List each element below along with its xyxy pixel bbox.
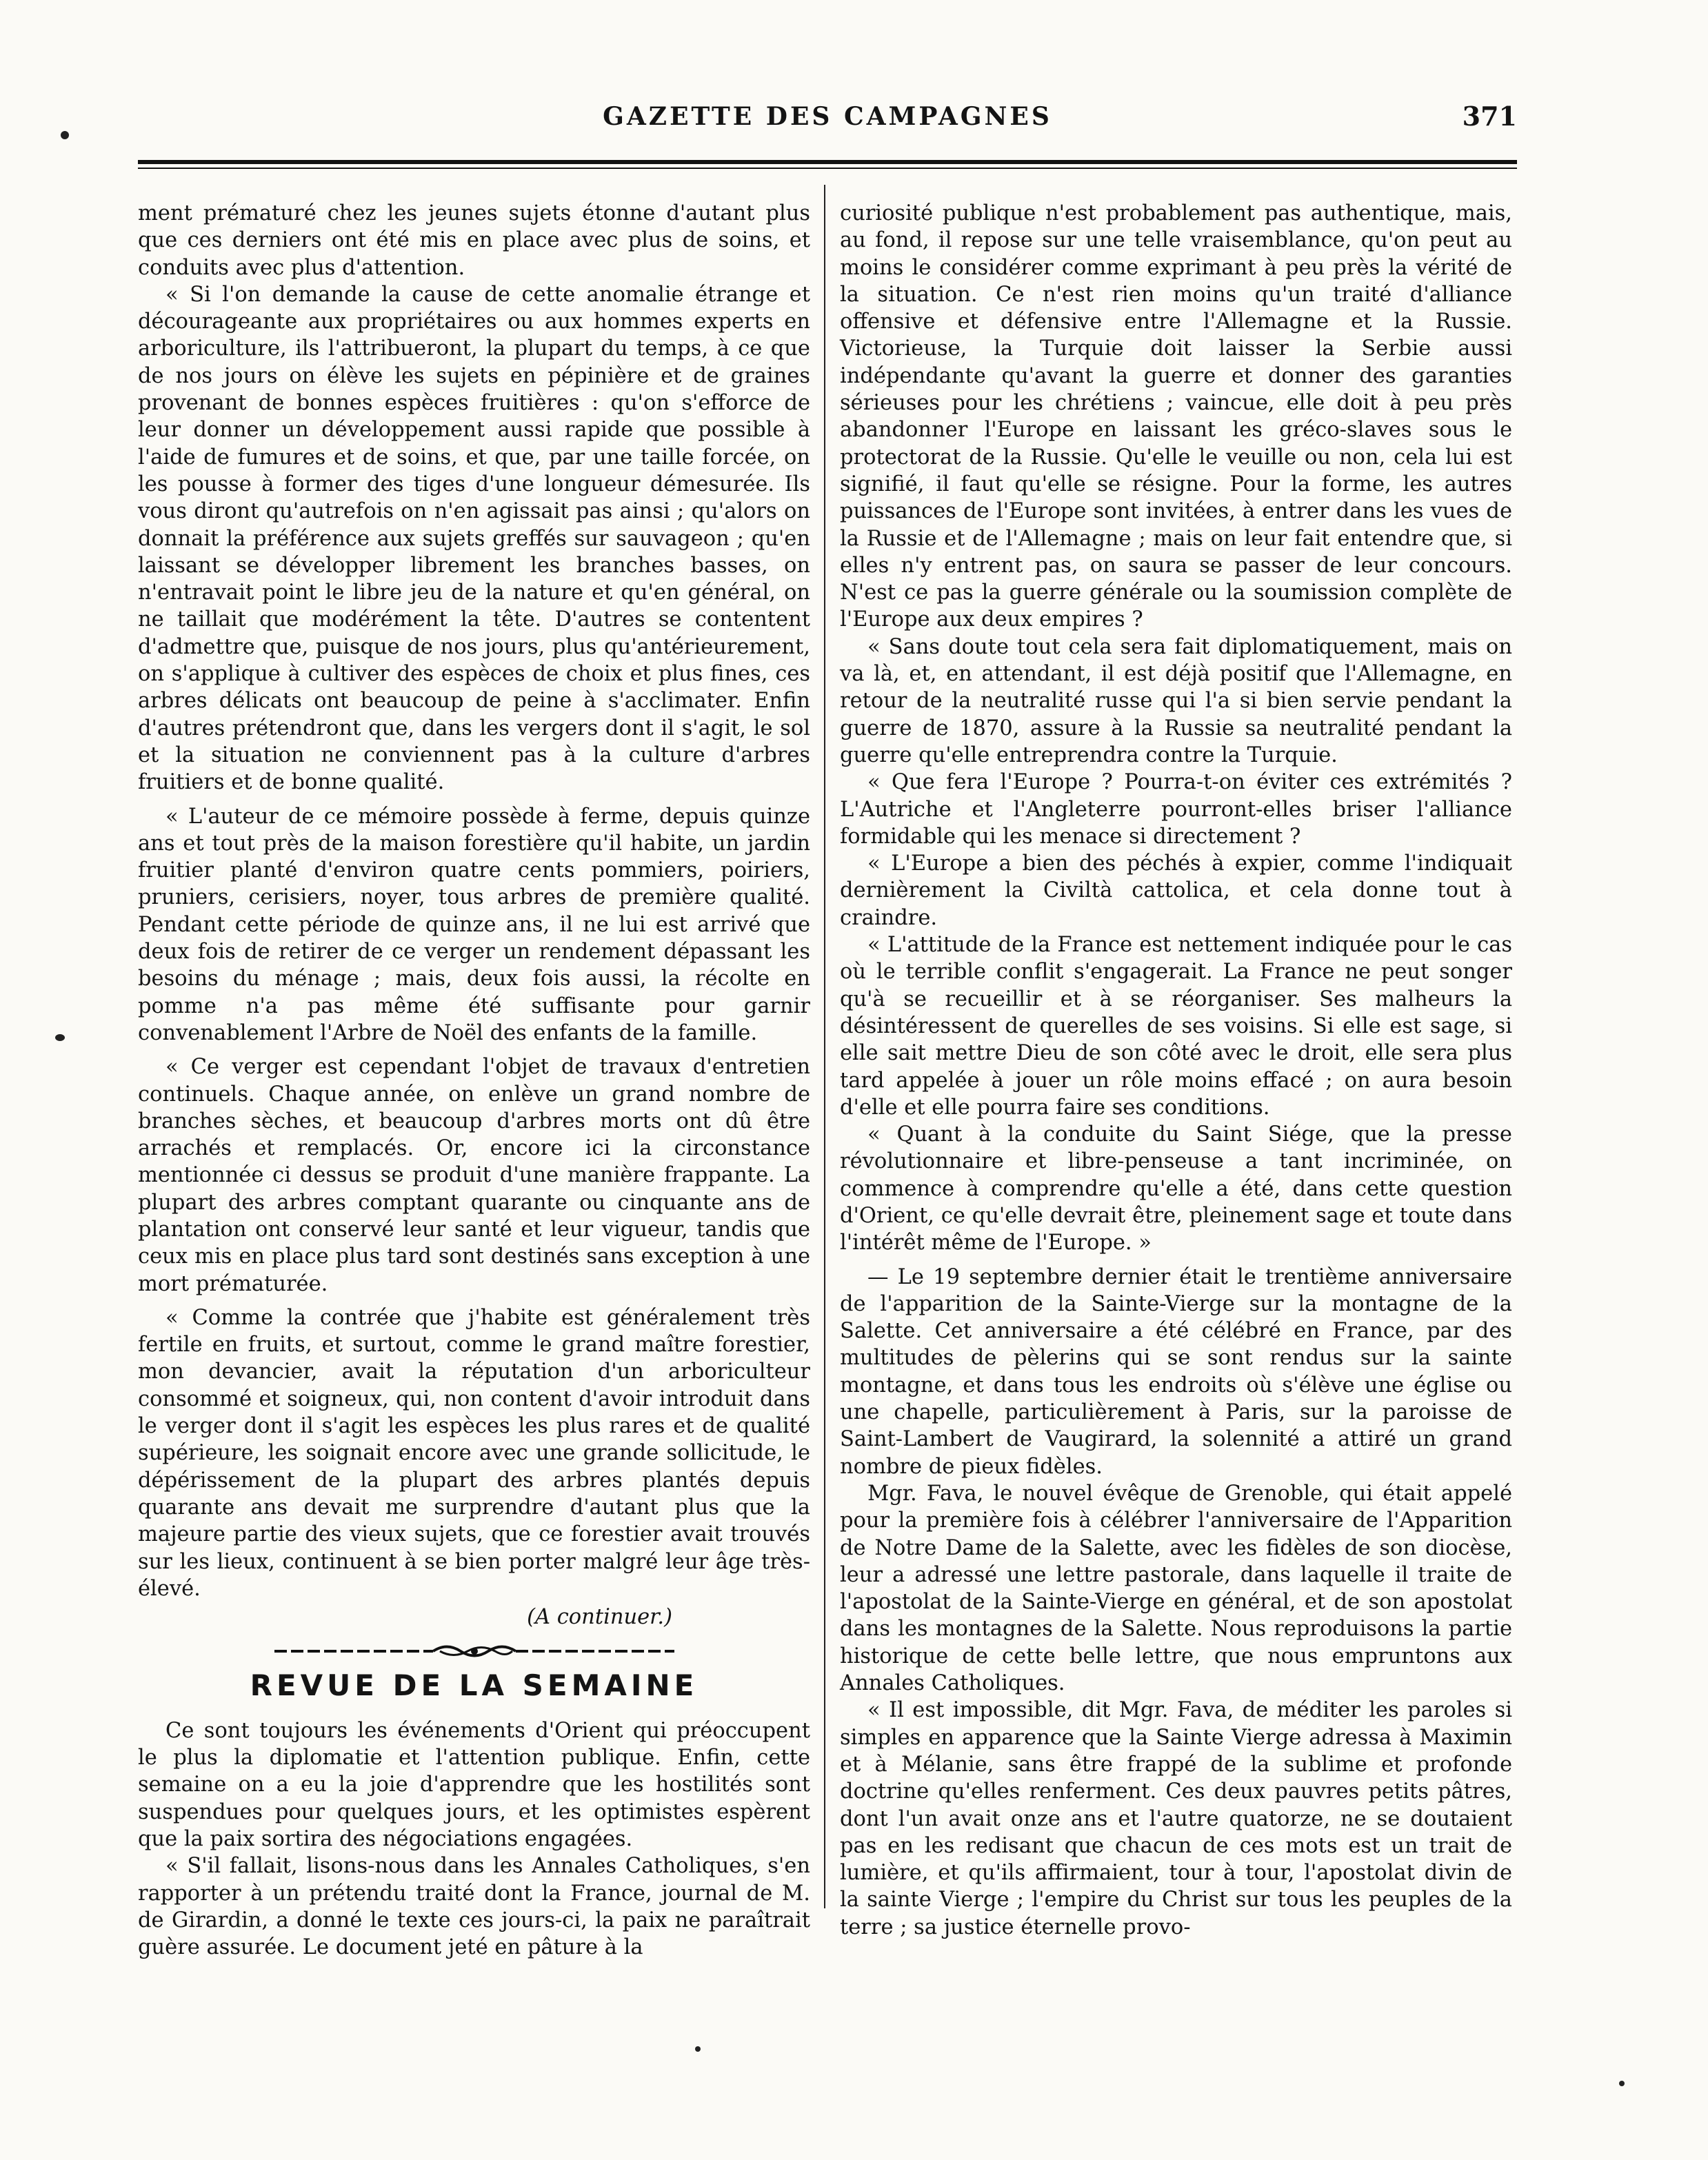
header-rule xyxy=(138,160,1517,169)
left-column xyxy=(138,200,810,1961)
page-header xyxy=(138,97,1517,138)
paragraph: « L'Europe a bien des péchés à expier, comme l'indiquait dernièrement la Civiltà cattolica, et cela donne tout à craindre. xyxy=(840,851,1512,930)
paragraph: « Que fera l'Europe ? Pourra-t-on éviter ces extrémités ? L'Autriche et l'Angleterre pourront-elles briser l'alliance formidable qui les menace si directement ? xyxy=(840,770,1512,849)
scan-speck xyxy=(1619,2081,1625,2086)
paragraph: « Sans doute tout cela sera fait diplomatiquement, mais on va là, et, en attendant, il est déjà positif que l'Allemagne, en retour de la neutralité russe qui l'a si bien servie pendant la guerre de 1870, assure à la Russie sa neutralité pendant la guerre qu'elle entreprendra contre la Turquie. xyxy=(840,634,1512,767)
ornament-icon xyxy=(268,1641,681,1662)
paragraph: « L'auteur de ce mémoire possède à ferme, depuis quinze ans et tout près de la maison forestière qu'il habite, un jardin fruitier planté d'environ quatre cents pommiers, poiriers, pruniers, cerisiers, noyer, tous arbres de première qualité. Pendant cette période de quinze ans, il ne lui est arrivé que deux fois de retirer de ce verger un rendement dépassant les besoins du ménage ; mais, deux fois aussi, la récolte en pomme n'a pas même été suffisante pour garnir convenablement l'Arbre de Noël des enfants de la famille. xyxy=(138,804,810,1045)
paragraph: « Ce verger est cependant l'objet de travaux d'entretien continuels. Chaque année, on enlève un grand nombre de branches sèches, et beaucoup d'arbres morts ont dû être arrachés et remplacés. Or, encore ici la circonstance mentionnée ci dessus se produit d'une manière frappante. La plupart des arbres comptant quarante ou cinquante ans de plantation ont conservé leur santé et leur vigueur, tandis que ceux mis en place plus tard sont destinés sans exception à une mort prématurée. xyxy=(138,1055,810,1296)
paragraph: « Si l'on demande la cause de cette anomalie étrange et décourageante aux propriétaires ou aux hommes experts en arboriculture, ils l'attribueront, la plupart du temps, à ce que de nos jours on élève les sujets en pépinière et de graines provenant de bonnes espèces fruitières : qu'on s'efforce de leur donner un développement aussi rapide que possible à l'aide de fumures et de soins, et que, par une taille forcée, on les pousse à former des tiges d'une longueur démesurée. Ils vous diront qu'autrefois on n'en agissait pas ainsi ; qu'alors on donnait la préférence aux sujets greffés sur sauvageon ; qu'en laissant se développer librement les branches basses, on n'entravait point le libre jeu de la nature et qu'en général, on ne taillait que modérément la tête. D'autres se contentent d'admettre que, puisque de nos jours, plus qu'antérieurement, on s'applique à cultiver des espèces de choix et plus fines, ces arbres délicats ont beaucoup de peine à s'acclimater. Enfin d'autres prétendront que, dans les vergers dont il s'agit, le sol et la situation ne conviennent pas à la culture d'arbres fruitiers et de bonne qualité. xyxy=(138,282,810,795)
page-number: 371 xyxy=(1462,101,1517,132)
paragraph: « Comme la contrée que j'habite est généralement très fertile en fruits, et surtout, comme le grand maître forestier, mon devancier, avait la réputation d'un arboriculteur consommé et soigneux, qui, non content d'avoir introduit dans le verger dont il s'agit les espèces les plus rares et de qualité supérieure, les soignait encore avec une grande sollicitude, le dépérissement de la plupart des arbres plantés depuis quarante ans devait me surprendre d'autant plus que la majeure partie des vieux sujets, que ce forestier avait trouvés sur les lieux, continuent à se bien porter malgré leur âge très-élevé. xyxy=(138,1305,810,1601)
paragraph: Ce sont toujours les événements d'Orient qui préoccupent le plus la diplomatie et l'attention publique. Enfin, cette semaine on a eu la joie d'apprendre que les hostilités sont suspendues pour quelques jours, et les optimistes espèrent que la paix sortira des négociations engagées. xyxy=(138,1718,810,1851)
paragraph: — Le 19 septembre dernier était le trentième anniversaire de l'apparition de la Sainte-Vierge sur la montagne de la Salette. Cet anniversaire a été célébré en France, par des multitudes de pèlerins qui se sont rendus sur la sainte montagne, et dans tous les endroits où s'élève une église ou une chapelle, particulièrement à Paris, sur la paroisse de Saint-Lambert de Vaugirard, la solennité a attiré un grand nombre de pieux fidèles. xyxy=(840,1264,1512,1479)
scan-speck xyxy=(61,131,69,139)
scan-speck xyxy=(695,2046,701,2052)
section-title: REVUE DE LA SEMAINE xyxy=(250,1668,699,1703)
paragraph: Mgr. Fava, le nouvel évêque de Grenoble, qui était appelé pour la première fois à célébrer l'anniversaire de l'Apparition de Notre Dame de la Salette, avec les fidèles de son diocèse, leur a adressé une lettre pastorale, dans laquelle il traite de l'apostolat de la Sainte-Vierge en général, et de son apostolat dans les montagnes de la Salette. Nous reproduisons la partie historique de cette belle lettre, que nous empruntons aux Annales Catholiques. xyxy=(840,1481,1512,1696)
right-column xyxy=(840,200,1512,1941)
paragraph: « Il est impossible, dit Mgr. Fava, de méditer les paroles si simples en apparence que la Sainte Vierge adressa à Maximin et à Mélanie, sans être frappé de la sublime et profonde doctrine qu'elles renferment. Ces deux pauvres petits pâtres, dont l'un avait onze ans et l'autre quatorze, ne se doutaient pas en les redisant que chacun de ces mots est un trait de lumière, et qu'ils affirmaient, tour à tour, l'apostolat divin de la sainte Vierge ; l'empire du Christ sur tous les peuples de la terre ; sa justice éternelle provo- xyxy=(840,1698,1512,1939)
running-title: GAZETTE DES CAMPAGNES xyxy=(603,102,1052,131)
scan-speck xyxy=(55,1034,65,1041)
paragraph: « Quant à la conduite du Saint Siége, que la presse révolutionnaire et libre-penseuse a tant incriminée, on commence à comprendre qu'elle a été, dans cette question d'Orient, ce qu'elle devrait être, pleinement sage et toute dans l'intérêt même de l'Europe. » xyxy=(840,1122,1512,1255)
column-divider xyxy=(824,185,825,1908)
paragraph: curiosité publique n'est probablement pas authentique, mais, au fond, il repose sur une telle vraisemblance, qu'on peut au moins le considérer comme exprimant à peu près la vérité de la situation. Ce n'est rien moins qu'un traité d'alliance offensive et défensive entre l'Allemagne et la Russie. Victorieuse, la Turquie doit laisser la Serbie aussi indépendante qu'avant la guerre et donner des garanties sérieuses pour les chrétiens ; vaincue, elle doit à peu près abandonner l'Europe en laissant les gréco-slaves sous le protectorat de la Russie. Qu'elle le veuille ou non, cela lui est signifié, il faut qu'elle se résigne. Pour la forme, les autres puissances de l'Europe sont invitées, à entrer dans les vues de la Russie et de l'Allemagne ; mais on leur fait entendre que, si elles n'y entrent pas, on saura se passer de leur concours. N'est ce pas la guerre générale ou la soumission complète de l'Europe aux deux empires ? xyxy=(840,201,1512,632)
paragraph: ment prématuré chez les jeunes sujets étonne d'autant plus que ces derniers ont été mis en place avec plus de soins, et conduits avec plus d'attention. xyxy=(138,201,810,280)
ornamental-divider xyxy=(138,1636,810,1666)
continuation-note: (A continuer.) xyxy=(527,1605,672,1630)
paragraph: « L'attitude de la France est nettement indiquée pour le cas où le terrible conflit s'engagerait. La France ne peut songer qu'à se recueillir et à se réorganiser. Ses malheurs la désintéressent de querelles de ses voisins. Si elle est sage, si elle sait mettre Dieu de son côté avec le droit, elle sera plus tard appelée à jouer un rôle moins effacé ; on aura besoin d'elle et elle pourra faire ses conditions. xyxy=(840,933,1512,1120)
paragraph: « S'il fallait, lisons-nous dans les Annales Catholiques, s'en rapporter à un prétendu traité dont la France, journal de M. de Girardin, a donné le texte ces jours-ci, la paix ne paraîtrait guère assurée. Le document jeté en pâture à la xyxy=(138,1854,810,1960)
